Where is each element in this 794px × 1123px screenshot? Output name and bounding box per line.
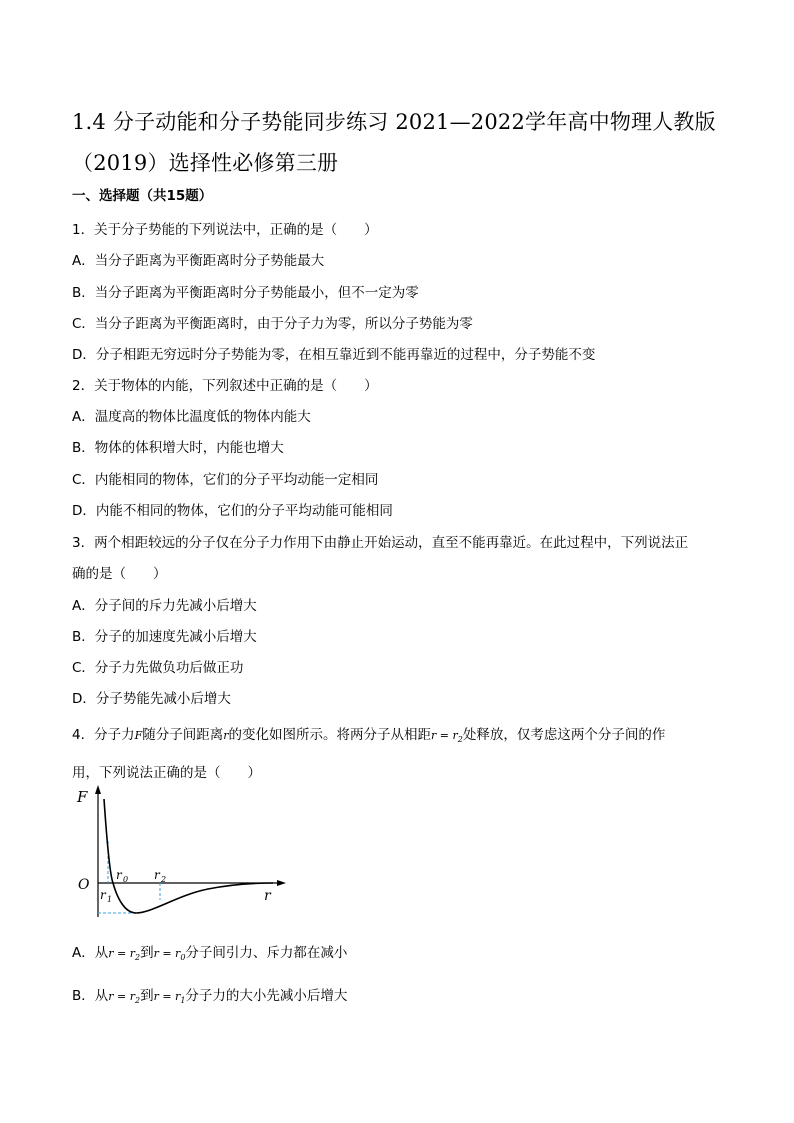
label-r1: r: [100, 888, 106, 902]
section-heading: 一、选择题（共15题）: [72, 188, 213, 204]
q4-symbol-r: r: [223, 729, 229, 742]
force-distance-graph: [68, 783, 290, 923]
force-curve: [104, 799, 273, 913]
q4b-math-1: $r = r_2$: [108, 990, 141, 1006]
question-3-option-b: B．分子的加速度先减小后增大: [72, 629, 257, 645]
question-4-option-a: A．从$r = r_2$到$r = r_0$分子间引力、斥力都在减小: [72, 945, 348, 963]
q4b-math-2: $r = r_1$: [153, 990, 186, 1006]
q4a-math-1: $r = r_2$: [108, 947, 141, 963]
label-F: F: [77, 788, 88, 806]
label-O: O: [78, 877, 90, 893]
label-r0-sub: 0: [123, 875, 129, 884]
question-2-option-d: D．内能不相同的物体，它们的分子平均动能可能相同: [72, 503, 393, 519]
label-r2-sub: 2: [161, 875, 167, 884]
question-2-option-c: C．内能相同的物体，它们的分子平均动能一定相同: [72, 472, 379, 488]
question-1-option-a: A．当分子距离为平衡距离时分子势能最大: [72, 253, 325, 269]
question-2-option-b: B．物体的体积增大时，内能也增大: [72, 440, 284, 456]
q4a-math-2: $r = r_0$: [153, 947, 186, 963]
label-r0: r: [116, 868, 122, 882]
y-axis-arrow: [95, 785, 101, 794]
question-3-option-c: C．分子力先做负功后做正功: [72, 660, 244, 676]
label-r2: r: [154, 868, 160, 882]
question-3-option-a: A．分子间的斥力先减小后增大: [72, 598, 257, 614]
label-r: r: [264, 888, 271, 904]
question-1: 1．关于分子势能的下列说法中，正确的是（ ）: [72, 222, 378, 238]
question-4-line-1: [72, 723, 665, 744]
q4-text-d: 处释放，仅考虑这两个分子间的作: [462, 727, 666, 743]
question-2-option-a: A．温度高的物体比温度低的物体内能大: [72, 409, 311, 425]
q4-math-r2: $r = r_2$: [431, 729, 463, 745]
question-3-line-1: 3．两个相距较远的分子仅在分子力作用下由静止开始运动，直至不能再靠近。在此过程中，下列说法正: [72, 535, 689, 551]
question-4-line-2: 用，下列说法正确的是（ ）: [72, 765, 261, 781]
page-title: 1.4 分子动能和分子势能同步练习 2021—2022学年高中物理人教版（2019）选择性必修第三册: [72, 110, 716, 175]
label-r1-sub: 1: [107, 895, 113, 904]
q4-text-a: 4．分子力: [72, 727, 135, 743]
question-3-line-2: 确的是（ ）: [72, 566, 167, 582]
q4-text-c: 的变化如图所示。将两分子从相距: [228, 727, 431, 743]
question-1-option-d: D．分子相距无穷远时分子势能为零，在相互靠近到不能再靠近的过程中，分子势能不变: [72, 347, 596, 363]
question-3-option-d: D．分子势能先减小后增大: [72, 691, 231, 707]
question-2: 2．关于物体的内能，下列叙述中正确的是（ ）: [72, 378, 378, 394]
q4-text-b: 随分子间距离: [142, 727, 224, 743]
x-axis-arrow: [277, 880, 286, 886]
question-4-option-b: B．从$r = r_2$到$r = r_1$分子力的大小先减小后增大: [72, 988, 348, 1006]
q4-symbol-F: F: [134, 729, 143, 742]
question-1-option-b: B．当分子距离为平衡距离时分子势能最小，但不一定为零: [72, 285, 419, 301]
question-1-option-c: C．当分子距离为平衡距离时，由于分子力为零，所以分子势能为零: [72, 316, 473, 332]
